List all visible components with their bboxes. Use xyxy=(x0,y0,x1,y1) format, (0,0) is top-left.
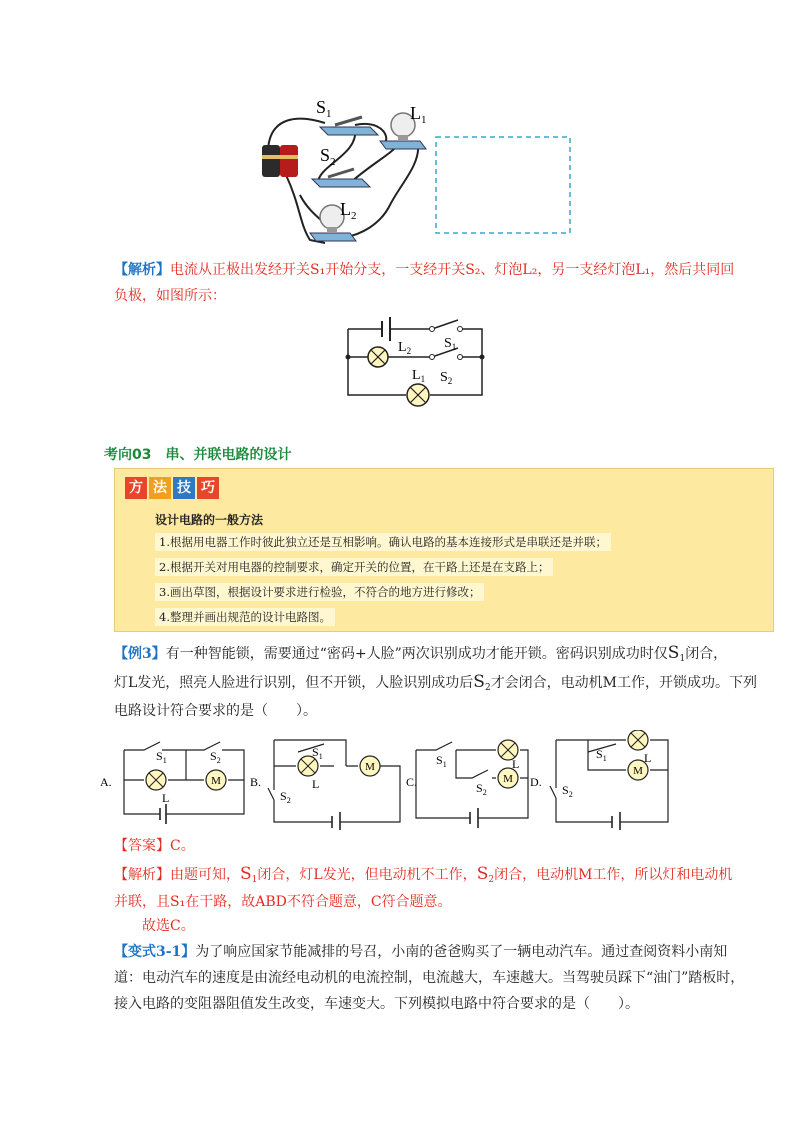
svg-text:M: M xyxy=(503,773,513,785)
method-item-1: 1.根据用电器工作时彼此独立还是互相影响。确认电路的基本连接形式是串联还是并联； xyxy=(155,533,611,551)
svg-text:S1: $S_1$ xyxy=(436,753,447,769)
svg-text:L2: $L_2$ xyxy=(398,340,412,356)
method-heading: 设计电路的一般方法 xyxy=(155,513,264,527)
label-l1: L xyxy=(410,103,421,123)
analysis1-line2: 负极，如图所示： xyxy=(114,288,226,304)
svg-text:S1: $S_1$ xyxy=(596,747,607,763)
svg-text:M: M xyxy=(633,765,643,777)
label-s1: S xyxy=(316,97,327,117)
badge-1: 方 xyxy=(125,477,147,499)
circuit-diagram-1 xyxy=(340,315,490,415)
svg-text:L: L xyxy=(644,751,652,765)
svg-text:S1: $S_1$ xyxy=(156,749,167,765)
method-item-3: 3.画出草图，根据设计要求进行检验，不符合的地方进行修改； xyxy=(155,583,484,601)
svg-text:M: M xyxy=(211,775,221,787)
option-c-label: C. xyxy=(406,775,418,789)
badge-3: 技 xyxy=(173,477,195,499)
svg-text:S2: $S_2$ xyxy=(320,145,336,168)
badge-2: 法 xyxy=(149,477,171,499)
option-b-label: B. xyxy=(250,775,262,789)
option-circuits xyxy=(100,730,700,830)
option-a-label: A. xyxy=(100,775,112,789)
physical-circuit-figure xyxy=(240,95,580,255)
svg-text:L: L xyxy=(312,777,320,791)
example3-line2: 灯L发光，照亮人脸进行识别，但不开锁，人脸识别成功后$S_2$才会闭合，电动机M工作，开锁成功。下列 xyxy=(114,672,758,693)
svg-text:S1: $S_1$ xyxy=(444,336,457,352)
variant-line2: 道：电动汽车的速度是由流经电动机的电流控制，电流越大，车速越大。当驾驶员踩下“油门”踏板时， xyxy=(114,970,745,986)
example3-line1: 【例3】有一种智能锁，需要通过“密码+人脸”两次识别成功才能开锁。密码识别成功时仅$S_1$闭合， xyxy=(114,643,728,664)
method-box xyxy=(114,468,774,632)
method-item-2: 2.根据开关对用电器的控制要求，确定开关的位置，在干路上还是在支路上； xyxy=(155,558,553,576)
svg-text:L: L xyxy=(512,757,520,771)
svg-text:S1: $S_1$ xyxy=(312,745,323,761)
label-l2: L xyxy=(340,199,351,219)
svg-text:M: M xyxy=(365,761,375,773)
svg-text:S2: $S_2$ xyxy=(440,370,453,386)
option-d-label: D. xyxy=(530,775,542,789)
section-title: 考向03 串、并联电路的设计 xyxy=(104,447,292,463)
svg-text:S2: $S_2$ xyxy=(476,781,487,797)
svg-text:S2: $S_2$ xyxy=(280,789,291,805)
variant-line1: 【变式3-1】为了响应国家节能减排的号召，小南的爸爸购买了一辆电动汽车。通过查阅资料小南知 xyxy=(114,944,728,960)
variant-line3: 接入电路的变阻器阻值发生改变，车速变大。下列模拟电路中符合要求的是（ ）。 xyxy=(114,996,639,1012)
analysis2-line1: 【解析】由题可知，$S_1$闭合，灯L发光，但电动机不工作，$S_2$闭合，电动机M工作，所以灯和电动机 xyxy=(114,864,733,885)
analysis2-line3: 故选C。 xyxy=(142,918,195,934)
method-badges xyxy=(125,477,221,499)
badge-4: 巧 xyxy=(197,477,219,499)
svg-text:L: L xyxy=(162,791,170,805)
svg-text:L1: $L_1$ xyxy=(412,368,426,384)
method-item-4: 4.整理并画出规范的设计电路图。 xyxy=(155,608,335,626)
svg-text:S2: $S_2$ xyxy=(210,749,221,765)
svg-text:S1: $S_1$ xyxy=(316,97,332,120)
example3-line3: 电路设计符合要求的是（ ）。 xyxy=(114,703,317,719)
analysis1-line1: 【解析】电流从正极出发经开关S₁开始分支，一支经开关S₂、灯泡L₂，另一支经灯泡L₁，然后共同回 xyxy=(114,262,735,278)
svg-text:S2: $S_2$ xyxy=(562,783,573,799)
analysis2-line2: 并联，且S₁在干路，故ABD不符合题意，C符合题意。 xyxy=(114,894,452,910)
answer-dashed-box xyxy=(436,137,570,233)
svg-text:L1: $L_1$ xyxy=(410,103,427,126)
answer-line: 【答案】C。 xyxy=(114,838,195,854)
svg-text:L2: $L_2$ xyxy=(340,199,357,222)
label-s2: S xyxy=(320,145,331,165)
